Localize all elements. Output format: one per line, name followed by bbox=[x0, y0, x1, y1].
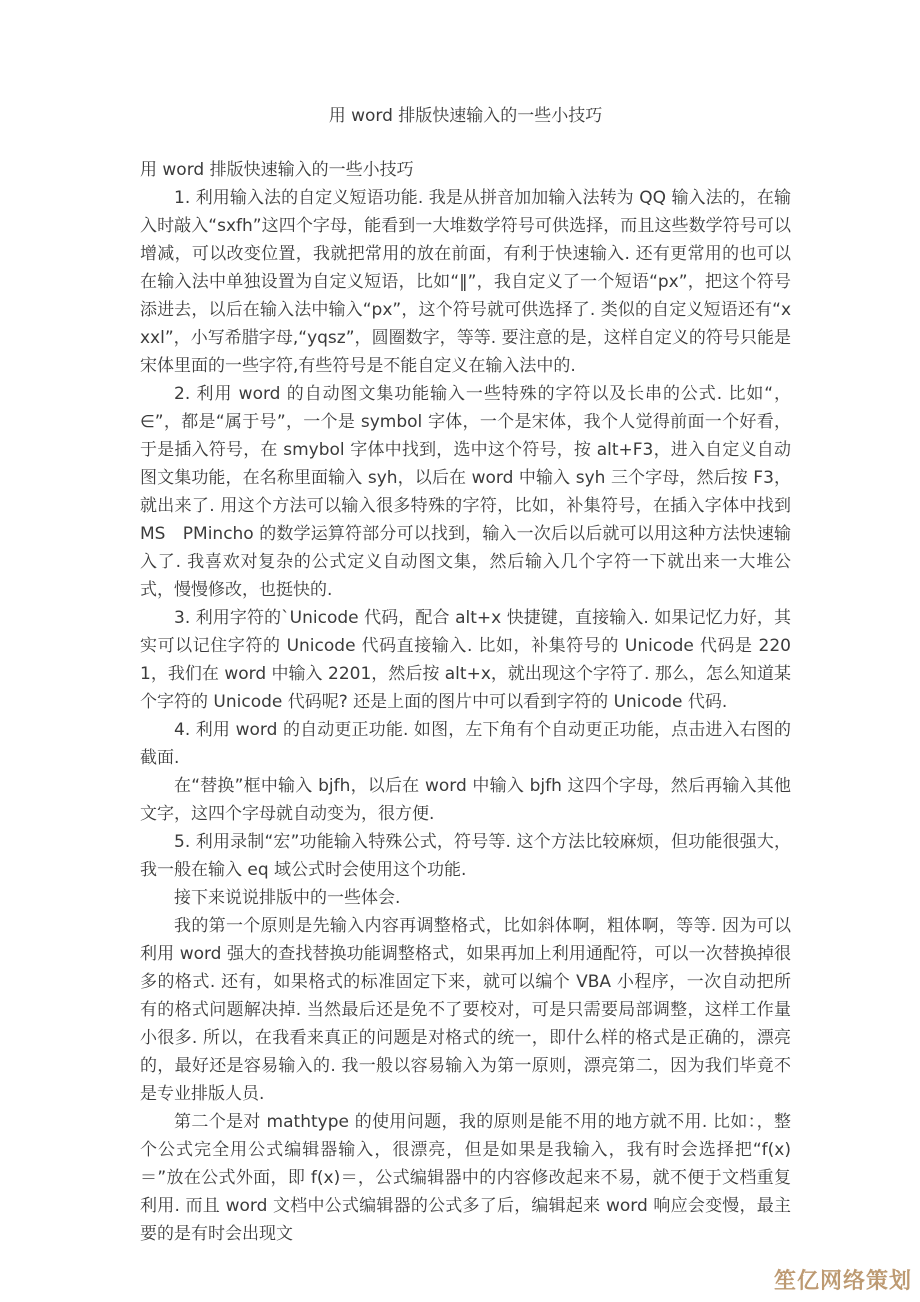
tip-2-autotext: 2. 利用 word 的自动图文集功能输入一些特殊的字符以及长串的公式. 比如“，∈”，都是“属于号”，一个是 symbol 字体，一个是宋体，我个人觉得前面一个好看，于是插入符号，在 smybol 字体中找到，选中这个符号，按 alt+F3，进入自定义自动图文集功能，在名称里面输入 syh，以后在 word 中输入 syh 三个字母，然后按 F3，就出来了. 用这个方法可以输入很多特殊的字符，比如，补集符号，在插入字体中找到 MS PMincho 的数学运算符部分可以找到，输入一次后以后就可以用这种方法快速输入了. 我喜欢对复杂的公式定义自动图文集，然后输入几个字符一下就出来一大堆公式，慢慢修改，也挺快的. bbox=[140, 384, 791, 600]
tip-4-autocorrect-detail: 在“替换”框中输入 bjfh，以后在 word 中输入 bjfh 这四个字母，然后再输入其他文字，这四个字母就自动变为，很方便. bbox=[140, 776, 791, 824]
principle-2-mathtype: 第二个是对 mathtype 的使用问题，我的原则是能不用的地方就不用. 比如：，整个公式完全用公式编辑器输入，很漂亮，但是如果是我输入，我有时会选择把“f(x)＝”放在公式外面，即 f(x)＝，公式编辑器中的内容修改起来不易，就不便于文档重复利用. 而且 word 文档中公式编辑器的公式多了后，编辑起来 word 响应会变慢，最主要的是有时会出现文 bbox=[140, 1112, 791, 1244]
principle-1-content-first: 我的第一个原则是先输入内容再调整格式，比如斜体啊，粗体啊，等等. 因为可以利用 word 强大的查找替换功能调整格式，如果再加上利用通配符，可以一次替换掉很多的格式. 还有，如果格式的标准固定下来，就可以编个 VBA 小程序，一次自动把所有的格式问题解决掉. 当然最后还是免不了要校对，可是只需要局部调整，这样工作量小很多. 所以，在我看来真正的问题是对格式的统一，即什么样的格式是正确的，漂亮的，最好还是容易输入的. 我一般以容易输入为第一原则，漂亮第二，因为我们毕竟不是专业排版人员. bbox=[140, 916, 791, 1104]
heading-line: 用 word 排版快速输入的一些小技巧 bbox=[140, 160, 414, 180]
document-title: 用 word 排版快速输入的一些小技巧 bbox=[328, 106, 603, 126]
document-body bbox=[140, 103, 791, 1248]
watermark-text: 笙亿网络策划 bbox=[773, 1269, 912, 1294]
tip-4-autocorrect: 4. 利用 word 的自动更正功能. 如图，左下角有个自动更正功能，点击进入右图的截面. bbox=[140, 720, 791, 768]
section-intro-typesetting: 接下来说说排版中的一些体会. bbox=[174, 888, 401, 908]
tip-5-macro: 5. 利用录制“宏”功能输入特殊公式，符号等. 这个方法比较麻烦，但功能很强大，我一般在输入 eq 域公式时会使用这个功能. bbox=[140, 832, 791, 880]
tip-3-unicode: 3. 利用字符的`Unicode 代码，配合 alt+x 快捷键，直接输入. 如果记忆力好，其实可以记住字符的 Unicode 代码直接输入. 比如，补集符号的 Unicode 代码是 2201，我们在 word 中输入 2201，然后按 alt+x，就出现这个字符了. 那么，怎么知道某个字符的 Unicode 代码呢? 还是上面的图片中可以看到字符的 Unicode 代码. bbox=[140, 608, 791, 712]
tip-1-custom-phrases: 1. 利用输入法的自定义短语功能. 我是从拼音加加输入法转为 QQ 输入法的，在输入时敲入“sxfh”这四个字母，能看到一大堆数学符号可供选择，而且这些数学符号可以增减，可以改变位置，我就把常用的放在前面，有利于快速输入. 还有更常用的也可以在输入法中单独设置为自定义短语，比如“‖”，我自定义了一个短语“px”，把这个符号添进去，以后在输入法中输入“px”，这个符号就可供选择了. 类似的自定义短语还有“xxxl”，小写希腊字母,“yqsz”，圆圈数字，等等. 要注意的是，这样自定义的符号只能是宋体里面的一些字符,有些符号是不能自定义在输入法中的. bbox=[140, 188, 791, 376]
